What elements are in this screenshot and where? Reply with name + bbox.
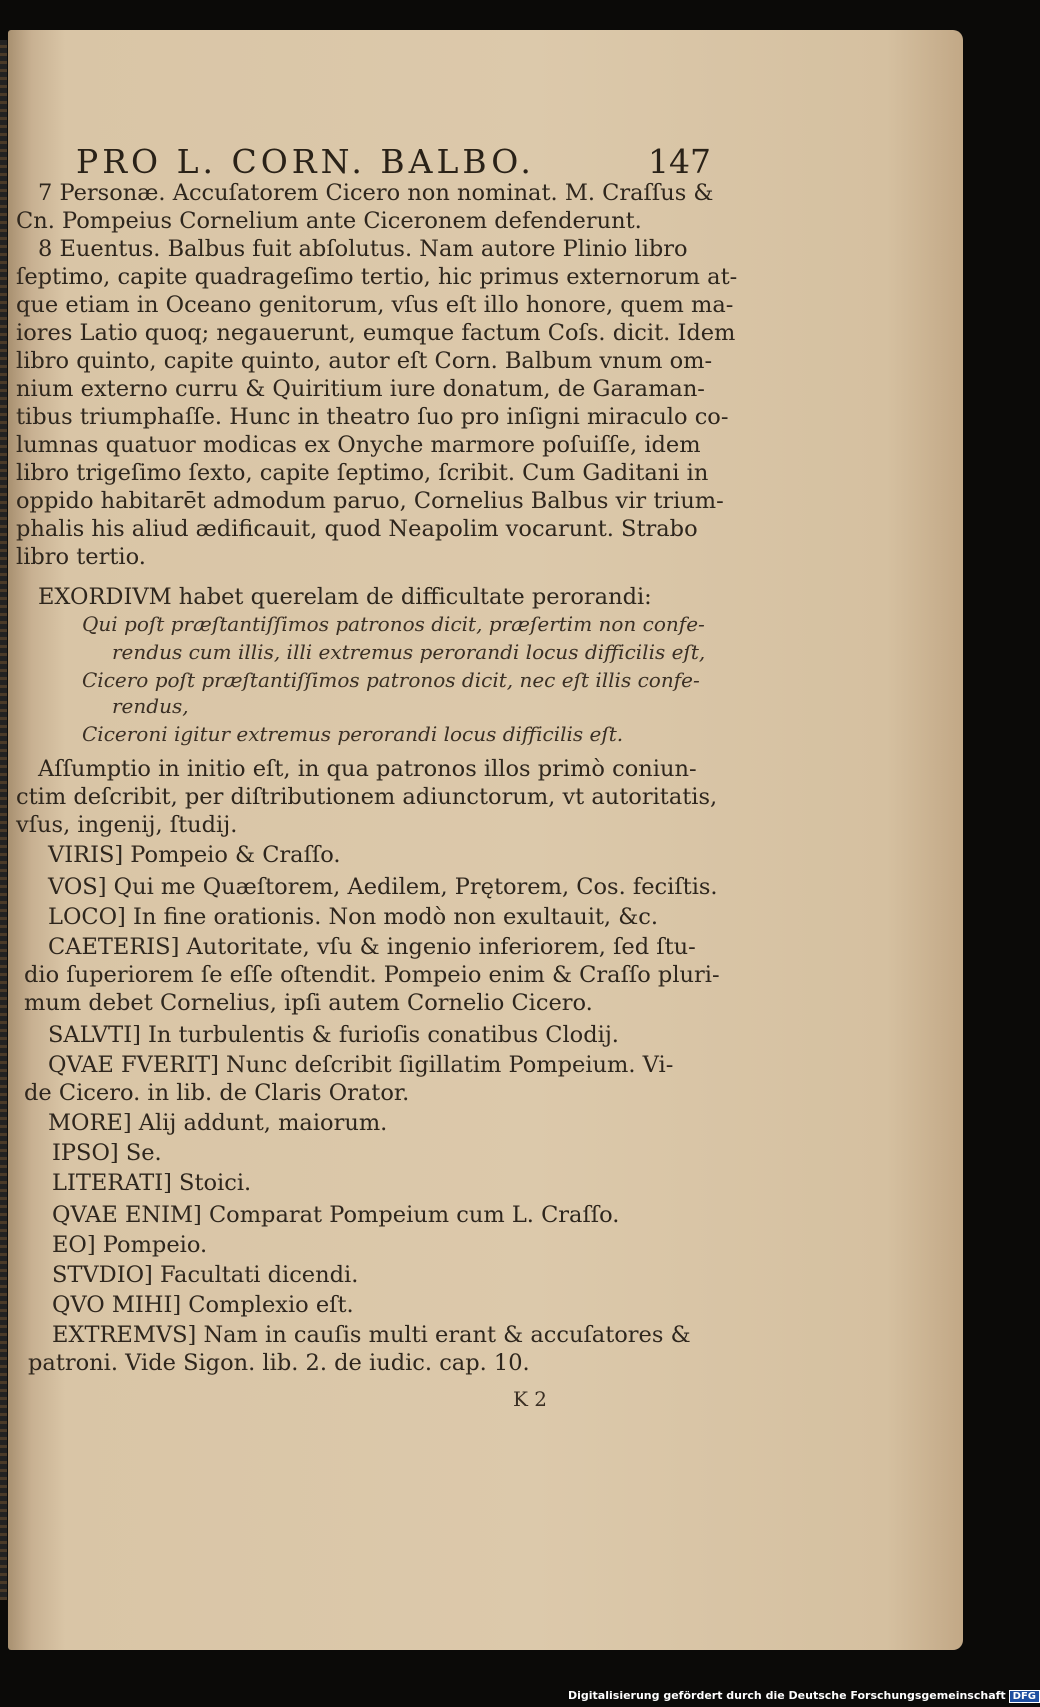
lemma-line: STVDIO] Facultati dicendi. [52,1262,359,1288]
signature-mark: K 2 [513,1387,548,1411]
syllogism-line: rendus cum illis, illi extremus perorandi locus difficilis eſt, [112,640,706,664]
text-line: 7 Personæ. Accuſatorem Cicero non nominat. M. Craſſus & [38,180,714,206]
text-line: Aſſumptio in initio eſt, in qua patronos illos primò coniun- [38,756,697,782]
text-line: ſeptimo, capite quadrageſimo tertio, hic primus externorum at- [16,264,738,290]
text-line: mum debet Cornelius, ipſi autem Cornelio Cicero. [24,990,593,1016]
book-page [8,30,963,1650]
text-line: patroni. Vide Sigon. lib. 2. de iudic. cap. 10. [28,1350,530,1376]
text-line: vſus, ingenij, ſtudij. [16,812,238,838]
lemma-line: VOS] Qui me Quæſtorem, Aedilem, Prętorem, Cos. feciſtis. [48,874,718,900]
lemma-line: SALVTI] In turbulentis & furioſis conatibus Clodij. [48,1022,619,1048]
text-line: nium externo curru & Quiritium iure donatum, de Garaman- [16,376,705,402]
text-line: libro tertio. [16,544,146,570]
lemma-line: MORE] Alij addunt, maiorum. [48,1110,388,1136]
lemma-line: EXTREMVS] Nam in cauſis multi erant & accuſatores & [52,1322,691,1348]
lemma-line: QVAE ENIM] Comparat Pompeium cum L. Craſſo. [52,1202,620,1228]
page-number: 147 [648,142,711,181]
text-line: tibus triumphaſſe. Hunc in theatro ſuo pro inſigni miraculo co- [16,404,729,430]
text-line: iores Latio quoq; negauerunt, eumque factum Coſs. dicit. Idem [16,320,736,346]
syllogism-line: Qui poſt præſtantiſſimos patronos dicit, præſertim non confe- [82,612,705,636]
text-line: dio ſuperiorem ſe eſſe oſtendit. Pompeio enim & Craſſo pluri- [24,962,720,988]
dfg-logo: DFG [1009,1690,1040,1703]
lemma-line: QVO MIHI] Complexio eſt. [52,1292,354,1318]
text-line: Cn. Pompeius Cornelium ante Ciceronem defenderunt. [16,208,642,234]
text-line: lumnas quatuor modicas ex Onyche marmore poſuiſſe, idem [16,432,701,458]
syllogism-line: Cicero poſt præſtantiſſimos patronos dicit, nec eſt illis confe- [82,668,700,692]
text-line: de Cicero. in lib. de Claris Orator. [24,1080,410,1106]
lemma-line: IPSO] Se. [52,1140,162,1166]
lemma-line: LITERATI] Stoici. [52,1170,252,1196]
text-line: que etiam in Oceano genitorum, vſus eſt illo honore, quem ma- [16,292,734,318]
text-line: oppido habitarēt admodum paruo, Cornelius Balbus vir trium- [16,488,724,514]
text-line: phalis his aliud ædificauit, quod Neapolim vocarunt. Strabo [16,516,698,542]
text-line: ctim deſcribit, per diſtributionem adiunctorum, vt autoritatis, [16,784,718,810]
scan-edge-ruler [0,40,7,1600]
credit-text: Digitalisierung gefördert durch die Deutsche Forschungsgemeinschaft [568,1689,1006,1702]
exordium-heading: EXORDIVM habet querelam de difficultate perorandi: [38,584,652,610]
running-header: PRO L. CORN. BALBO. [76,142,535,181]
text-line: libro trigeſimo ſexto, capite ſeptimo, ſcribit. Cum Gaditani in [16,460,709,486]
lemma-line: CAETERIS] Autoritate, vſu & ingenio inferiorem, ſed ſtu- [48,934,696,960]
text-line: 8 Euentus. Balbus fuit abſolutus. Nam autore Plinio libro [38,236,688,262]
lemma-line: VIRIS] Pompeio & Craſſo. [48,842,341,868]
lemma-line: EO] Pompeio. [52,1232,208,1258]
syllogism-line: rendus, [112,694,189,718]
text-line: libro quinto, capite quinto, autor eſt Corn. Balbum vnum om- [16,348,713,374]
digitization-credit [568,1689,1040,1703]
lemma-line: LOCO] In fine orationis. Non modò non exultauit, &c. [48,904,659,930]
syllogism-line: Ciceroni igitur extremus perorandi locus difficilis eſt. [82,722,624,746]
lemma-line: QVAE FVERIT] Nunc deſcribit ſigillatim Pompeium. Vi- [48,1052,674,1078]
